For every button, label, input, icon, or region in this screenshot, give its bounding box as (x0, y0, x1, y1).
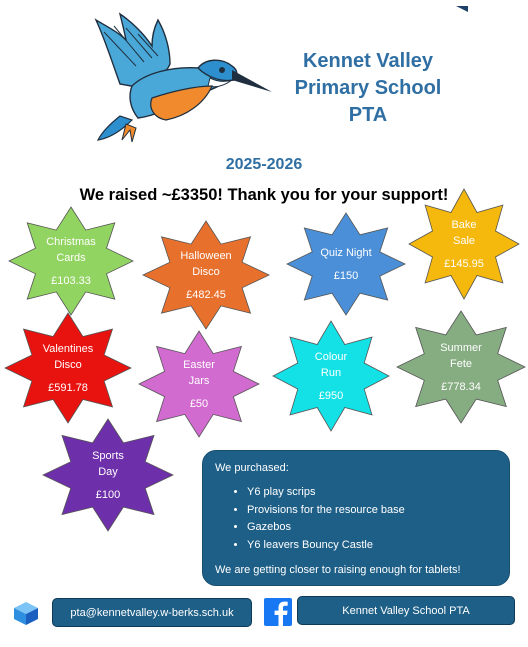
school-year: 2025-2026 (225, 156, 303, 173)
event-star-summer-fete (396, 310, 526, 424)
facebook-page-name: Kennet Valley School PTA (342, 604, 470, 617)
cube-icon (12, 600, 40, 626)
event-name-line2: Jars (188, 374, 210, 387)
event-name-line1: Summer (440, 341, 482, 354)
event-amount: £50 (189, 397, 209, 410)
purchases-list (215, 484, 497, 554)
email-address: pta@kennetvalley.w-berks.sch.uk (70, 606, 234, 619)
facebook-link[interactable] (297, 596, 515, 625)
purchases-footer: We are getting closer to raising enough for tablets! (215, 564, 461, 576)
list-item: • Y6 play scrips (247, 484, 497, 502)
purchases-heading: We purchased: (215, 462, 289, 474)
event-amount: £591.78 (48, 381, 88, 394)
list-item: • Y6 leavers Bouncy Castle (247, 537, 497, 555)
event-star-bake-sale (408, 188, 520, 300)
school-name-line2: Primary School (294, 77, 442, 99)
event-amount: £150 (333, 269, 359, 282)
purchases-panel (202, 450, 510, 586)
school-name (276, 48, 460, 129)
event-name-line1: Bake (451, 218, 477, 231)
event-name-line1: Christmas (46, 235, 96, 248)
event-name-line1: Sports (92, 449, 124, 462)
kingfisher-logo (92, 12, 274, 144)
event-amount: £145.95 (444, 257, 484, 270)
event-star-christmas-cards (8, 206, 134, 316)
event-star-halloween-disco (142, 220, 270, 330)
event-star-valentines-disco (4, 312, 132, 424)
event-name-line2: Fete (449, 357, 472, 370)
event-name-line2: Day (98, 465, 118, 478)
event-name-line2: Run (320, 366, 342, 379)
event-name-line1: Quiz Night (320, 246, 372, 259)
email-link[interactable] (52, 598, 252, 627)
event-star-sports-day (42, 418, 174, 532)
event-name-line2: Sale (452, 234, 476, 247)
event-name-line1: Easter (183, 358, 215, 371)
corner-mark-icon (456, 6, 468, 12)
school-name-line3: PTA (348, 104, 388, 126)
event-name-line2: Cards (56, 251, 86, 264)
facebook-icon[interactable] (264, 598, 292, 626)
event-star-quiz-night (286, 212, 406, 316)
event-amount: £103.33 (51, 274, 91, 287)
list-item: • Gazebos (247, 519, 497, 537)
event-name-line1: Halloween (180, 249, 232, 262)
school-name-line1: Kennet Valley (302, 50, 434, 72)
event-amount: £778.34 (441, 380, 481, 393)
event-name-line2: Disco (192, 265, 220, 278)
event-amount: £950 (318, 389, 344, 402)
list-item: • Provisions for the resource base (247, 502, 497, 520)
event-name-line1: Valentines (42, 342, 94, 355)
raised-headline: We raised ~£3350! Thank you for your support! (79, 186, 449, 204)
event-amount: £482.45 (186, 288, 226, 301)
event-name-line1: Colour (314, 350, 348, 363)
event-amount: £100 (95, 488, 121, 501)
event-name-line2: Disco (54, 358, 82, 371)
event-star-colour-run (272, 320, 390, 432)
